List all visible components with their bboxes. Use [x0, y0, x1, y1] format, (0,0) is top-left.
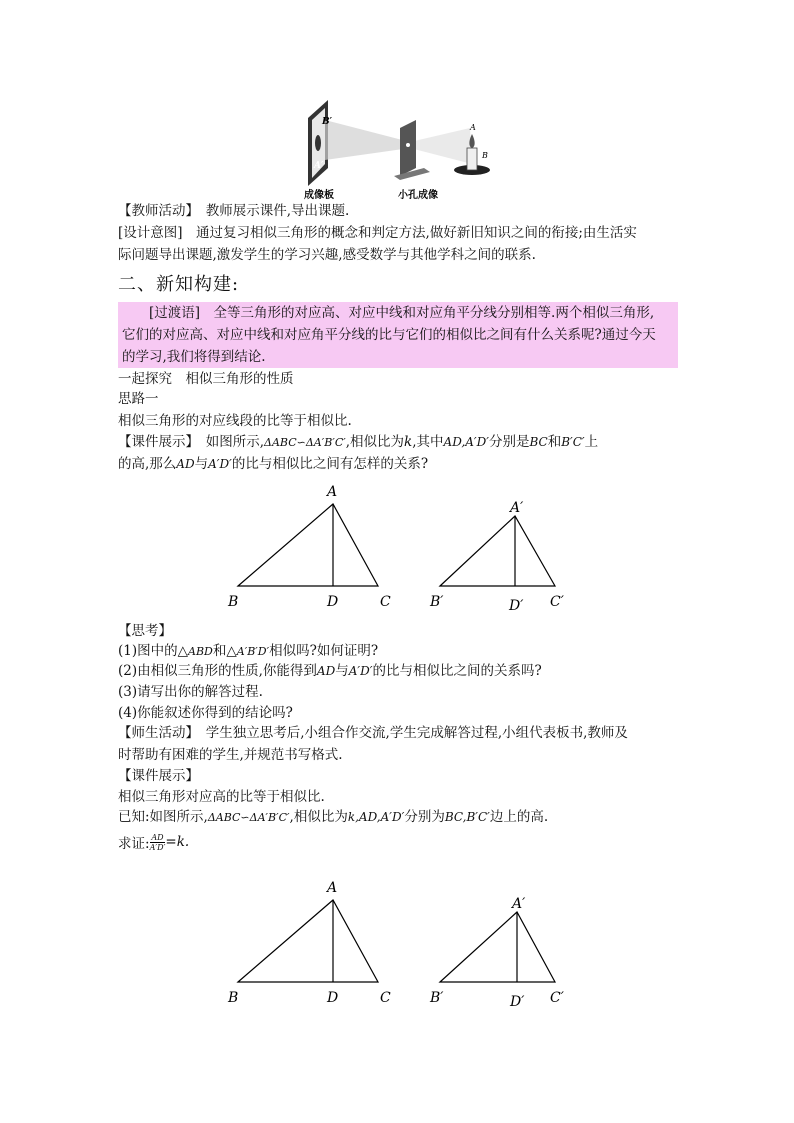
text: 已知:如图所示,: [118, 809, 208, 825]
label-C: C: [380, 594, 391, 610]
text: 【课件展示】 如图所示,: [118, 434, 265, 450]
explore-title: 一起探究 相似三角形的性质: [118, 371, 294, 387]
teacher-student-line2: 时帮助有困难的学生,并规范书写格式.: [118, 747, 343, 763]
math: A′D′: [208, 457, 232, 471]
text: ,相似比为: [345, 434, 405, 450]
idea-one: 思路一: [118, 391, 159, 407]
prove-line: [118, 832, 189, 852]
text: 和: [547, 434, 562, 450]
statement-1: 相似三角形的对应线段的比等于相似比.: [118, 413, 352, 429]
text: (1)图中的△: [118, 643, 189, 659]
prove-prefix: 求证:: [118, 836, 150, 852]
fraction-numerator: AD: [151, 832, 164, 842]
statement-2: 相似三角形对应高的比等于相似比.: [118, 789, 325, 805]
pinhole-imaging-illustration: [300, 98, 500, 200]
label-D-prime: D′: [509, 598, 524, 614]
label-D: D: [327, 990, 339, 1006]
courseware1-line1: [118, 431, 678, 454]
light-cone-left: [325, 120, 410, 160]
text: (2)由相似三角形的性质,你能得到: [118, 663, 317, 679]
triangle-a2b2c2: [440, 516, 555, 586]
transition-box: [118, 302, 678, 368]
math: k: [404, 434, 413, 450]
fraction-denominator: A′D′: [149, 842, 166, 852]
think-q3: (3)请写出你的解答过程.: [118, 684, 263, 700]
label-B: B: [228, 594, 239, 610]
think-q2: [118, 660, 678, 682]
label-C: C: [380, 990, 391, 1006]
label-b-prime: B′: [322, 117, 332, 127]
math: BC,B′C′: [444, 810, 490, 824]
label-A: A: [327, 880, 338, 896]
label-pinhole: 小孔成像: [398, 190, 438, 200]
label-A-prime: A′: [512, 896, 526, 912]
section-title: 二、新知构建:: [118, 274, 240, 295]
math: A′D′: [348, 664, 373, 678]
math: k,AD,A′D′: [347, 810, 405, 824]
candle: [467, 148, 477, 170]
triangle-abc-outline: [238, 900, 378, 982]
pinhole-plate: [400, 120, 416, 176]
label-A-prime: A′: [510, 500, 524, 516]
text: 边上的高.: [489, 809, 549, 825]
teacher-activity-tag: 【教师活动】: [118, 203, 193, 219]
label-B-prime: B′: [430, 990, 444, 1006]
label-B-prime: B′: [430, 594, 444, 610]
label-screen: 成像板: [304, 190, 334, 200]
triangle-abc: [238, 504, 378, 586]
teacher-student-line1: 【师生活动】 学生独立思考后,小组合作交流,学生完成解答过程,小组代表板书,教师及: [118, 725, 628, 741]
math: BC: [529, 435, 548, 449]
pinhole: [406, 143, 410, 147]
triangle-abc-outline: [238, 504, 378, 586]
label-A: A: [327, 484, 338, 500]
math: ABD: [188, 645, 213, 658]
design-intent-line2: 际问题导出课题,激发学生的学习兴趣,感受数学与其他学科之间的联系.: [118, 247, 536, 263]
math: AD,A′D′: [443, 435, 489, 449]
think-q4: (4)你能叙述你得到的结论吗?: [118, 705, 293, 721]
math: AD: [316, 664, 336, 678]
label-a-prime: A′: [314, 161, 324, 171]
triangles-figure-2: [200, 872, 600, 1012]
transition-line3: 的学习,我们将得到结论.: [122, 349, 266, 365]
triangle-abc: [238, 900, 378, 982]
courseware1-line2: [118, 453, 678, 475]
triangle-a2b2c2-outline: [440, 516, 555, 586]
text: 上: [584, 434, 599, 450]
label-C-prime: C′: [550, 594, 564, 610]
fraction: [150, 833, 166, 852]
label-b: B: [482, 151, 488, 160]
given-line: [118, 806, 678, 829]
courseware2-title: 【课件展示】: [118, 768, 199, 784]
transition-line1: [过渡语] 全等三角形的对应高、对应中线和对应角平分线分别相等.两个相似三角形,: [122, 305, 655, 321]
label-D: D: [327, 594, 339, 610]
transition-line2: 它们的对应高、对应中线和对应角平分线的比与它们的相似比之间有什么关系呢?通过今天: [122, 327, 656, 343]
triangle-a2b2c2-outline: [440, 912, 555, 982]
inverted-image: [315, 135, 321, 151]
text: 的高,那么: [118, 456, 177, 472]
text: ,其中: [412, 434, 444, 450]
math: ΔABC∽ΔA′B′C′: [207, 811, 290, 824]
text: 和△: [212, 643, 237, 659]
label-D-prime: D′: [510, 994, 525, 1010]
math: B′C′: [561, 435, 585, 449]
light-cone-right: [410, 128, 472, 164]
text: 相似吗?如何证明?: [269, 643, 379, 659]
math: ΔABC∽ΔA′B′C′: [264, 436, 346, 449]
label-C-prime: C′: [550, 990, 564, 1006]
triangle-a2b2c2: [440, 912, 555, 982]
text: 分别是: [488, 434, 530, 450]
text: 的比与相似比之间有怎样的关系?: [231, 456, 429, 472]
math: AD: [176, 457, 195, 471]
text: 的比与相似比之间的关系吗?: [372, 663, 542, 679]
triangles-figure-1: [200, 476, 600, 616]
math: A′B′D′: [236, 645, 270, 658]
text: 与: [194, 456, 209, 472]
text: 分别为: [404, 809, 445, 825]
label-a: A: [470, 123, 476, 132]
label-B: B: [228, 990, 239, 1006]
teacher-activity-text: 教师展示课件,导出课题.: [205, 203, 350, 219]
design-intent-line1: [设计意图] 通过复习相似三角形的概念和判定方法,做好新旧知识之间的衔接;由生活实: [118, 225, 637, 241]
text: 与: [335, 663, 349, 679]
prove-suffix: =k.: [165, 834, 190, 850]
think-title: 【思考】: [118, 623, 172, 639]
teacher-activity: [118, 200, 678, 222]
text: ,相似比为: [289, 809, 348, 825]
